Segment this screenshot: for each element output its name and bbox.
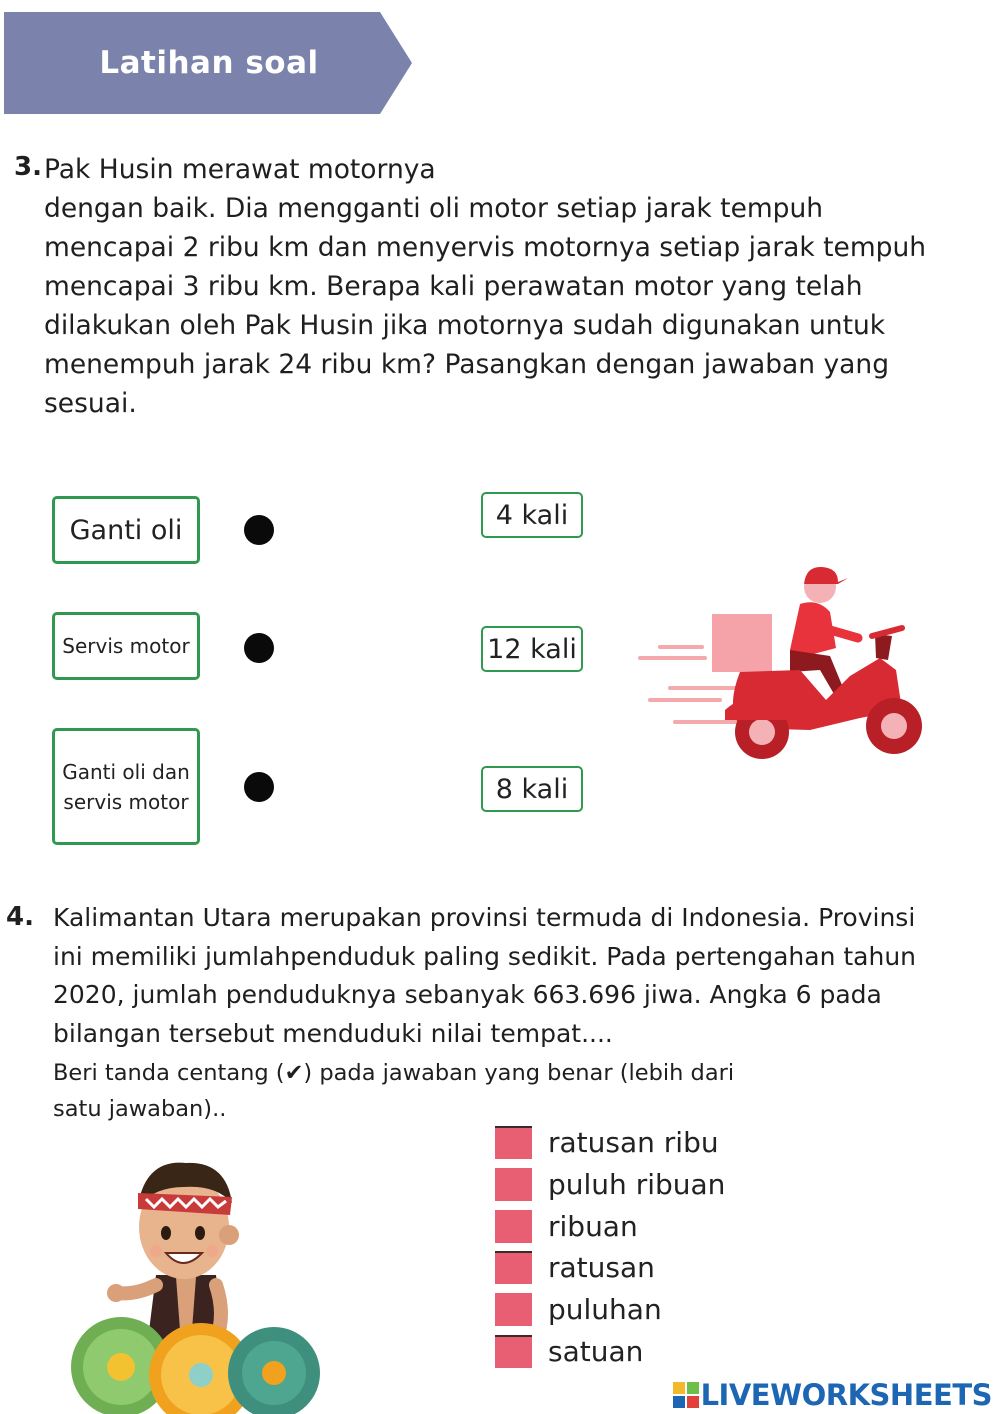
question-4-number: 4. bbox=[6, 902, 34, 932]
instruction-line: satu jawaban).. bbox=[53, 1096, 227, 1122]
option-checkbox[interactable] bbox=[495, 1210, 532, 1243]
instruction-line: Beri tanda centang (✔) pada jawaban yang benar (lebih dari bbox=[53, 1060, 735, 1086]
header-banner bbox=[4, 12, 412, 114]
match-dot-2[interactable] bbox=[244, 633, 274, 663]
option-label: puluh ribuan bbox=[548, 1168, 726, 1201]
option-satuan[interactable] bbox=[495, 1335, 643, 1368]
question-3-line: dilakukan oleh Pak Husin jika motornya sudah digunakan untuk bbox=[44, 310, 886, 341]
page-title: Latihan soal bbox=[99, 45, 319, 81]
option-ratusan[interactable] bbox=[495, 1251, 655, 1284]
logo-text: LIVEWORKSHEETS bbox=[700, 1378, 992, 1412]
match-right-8-kali[interactable] bbox=[481, 766, 583, 812]
match-left-servis-motor[interactable] bbox=[52, 612, 200, 680]
option-ratusan-ribu[interactable] bbox=[495, 1126, 719, 1159]
question-4-text bbox=[53, 899, 983, 1053]
match-left-label: Ganti oli dan bbox=[62, 759, 190, 784]
scooter-rider-illustration bbox=[630, 560, 930, 765]
question-4-line: ini memiliki jumlahpenduduk paling sedikit. Pada pertengahan tahun bbox=[53, 941, 917, 971]
question-3-line: mencapai 2 ribu km dan menyervis motornya setiap jarak tempuh bbox=[44, 232, 927, 263]
question-4-line: Kalimantan Utara merupakan provinsi termuda di Indonesia. Provinsi bbox=[53, 903, 916, 932]
option-checkbox[interactable] bbox=[495, 1335, 532, 1368]
liveworksheets-logo bbox=[673, 1378, 992, 1412]
question-4-line: bilangan tersebut menduduki nilai tempat.... bbox=[53, 1018, 613, 1048]
match-left-label: servis motor bbox=[63, 789, 189, 814]
flower-teal bbox=[228, 1327, 320, 1414]
option-checkbox[interactable] bbox=[495, 1251, 532, 1284]
question-3-line: mencapai 3 ribu km. Berapa kali perawatan motor yang telah bbox=[44, 271, 863, 302]
match-dot-1[interactable] bbox=[244, 515, 274, 545]
match-right-12-kali[interactable] bbox=[481, 626, 583, 672]
boy-with-flowers-illustration bbox=[66, 1155, 326, 1414]
option-checkbox[interactable] bbox=[495, 1126, 532, 1159]
option-ribuan[interactable] bbox=[495, 1210, 638, 1243]
match-left-label: Ganti oli bbox=[69, 514, 183, 546]
option-label: ratusan bbox=[548, 1251, 655, 1284]
option-label: puluhan bbox=[548, 1293, 662, 1326]
match-right-label: 8 kali bbox=[495, 773, 569, 805]
option-label: satuan bbox=[548, 1335, 644, 1368]
option-label: ribuan bbox=[548, 1210, 638, 1243]
match-left-ganti-oli[interactable] bbox=[52, 496, 200, 564]
question-3-line: sesuai. bbox=[44, 388, 137, 419]
question-4-instruction bbox=[53, 1055, 853, 1127]
question-3-line: dengan baik. Dia mengganti oli motor setiap jarak tempuh bbox=[44, 193, 824, 224]
option-checkbox[interactable] bbox=[495, 1293, 532, 1326]
question-3-line: menempuh jarak 24 ribu km? Pasangkan dengan jawaban yang bbox=[44, 349, 890, 380]
match-right-label: 4 kali bbox=[495, 499, 569, 531]
question-3-text bbox=[44, 150, 984, 423]
option-puluhan[interactable] bbox=[495, 1293, 662, 1326]
option-puluh-ribuan[interactable] bbox=[495, 1168, 725, 1201]
match-left-ganti-oli-dan-servis[interactable] bbox=[52, 728, 200, 845]
match-dot-3[interactable] bbox=[244, 772, 274, 802]
option-label: ratusan ribu bbox=[548, 1126, 719, 1159]
logo-grid-icon bbox=[673, 1382, 699, 1408]
question-3-line: Pak Husin merawat motornya bbox=[44, 154, 436, 185]
match-left-label: Servis motor bbox=[62, 634, 190, 658]
question-3-number: 3. bbox=[14, 152, 42, 182]
match-right-4-kali[interactable] bbox=[481, 492, 583, 538]
option-checkbox[interactable] bbox=[495, 1168, 532, 1201]
match-right-label: 12 kali bbox=[487, 633, 577, 665]
question-4-line: 2020, jumlah penduduknya sebanyak 663.696 jiwa. Angka 6 pada bbox=[53, 980, 882, 1009]
